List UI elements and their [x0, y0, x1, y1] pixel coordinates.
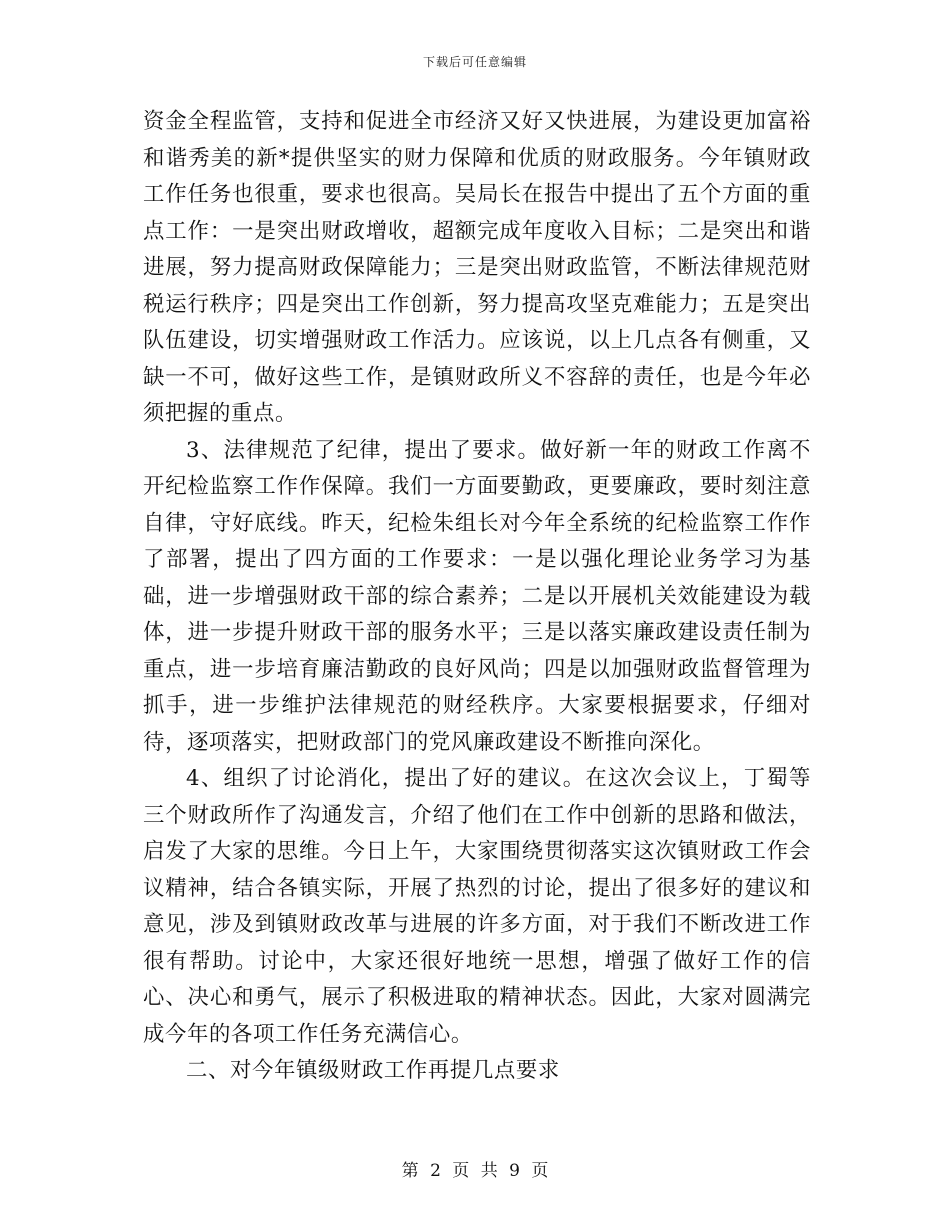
- page-header: 下载后可任意编辑: [422, 55, 527, 69]
- footer-total-unit: 页: [531, 1161, 549, 1181]
- current-page-number: 2: [430, 1161, 441, 1181]
- document-body: [143, 104, 811, 1090]
- paragraph-item-3: 3、法律规范了纪律，提出了要求。做好新一年的财政工作离不开纪检监察工作作保障。我们一方面要勤政，更要廉政，要时刻注意自律，守好底线。昨天，纪检朱组长对今年全系统的纪检监察工作作了部署，提出了四方面的工作要求：一是以强化理论业务学习为基础，进一步增强财政干部的综合素养；二是以开展机关效能建设为载体，进一步提升财政干部的服务水平；三是以落实廉政建设责任制为重点，进一步培育廉洁勤政的良好风尚；四是以加强财政监督管理为抓手，进一步维护法律规范的财经秩序。大家要根据要求，仔细对待，逐项落实，把财政部门的党风廉政建设不断推向深化。: [143, 437, 811, 755]
- paragraph-continued: 资金全程监管，支持和促进全市经济又好又快进展，为建设更加富裕和谐秀美的新*提供坚实的财力保障和优质的财政服务。今年镇财政工作任务也很重，要求也很高。吴局长在报告中提出了五个方面的重点工作：一是突出财政增收，超额完成年度收入目标；二是突出和谐进展，努力提高财政保障能力；三是突出财政监管，不断法律规范财税运行秩序；四是突出工作创新，努力提高攻坚克难能力；五是突出队伍建设，切实增强财政工作活力。应该说，以上几点各有侧重，又缺一不可，做好这些工作，是镇财政所义不容辞的责任，也是今年必须把握的重点。: [143, 109, 811, 426]
- total-pages-number: 9: [509, 1161, 520, 1181]
- footer-page-unit: 页: [452, 1161, 470, 1181]
- footer-prefix: 第: [401, 1161, 419, 1181]
- section-heading: 二、对今年镇级财政工作再提几点要求: [186, 1058, 560, 1083]
- page-number-footer: [0, 1156, 950, 1181]
- paragraph-item-4: 4、组织了讨论消化，提出了好的建议。在这次会议上，丁蜀等三个财政所作了沟通发言，介绍了他们在工作中创新的思路和做法，启发了大家的思维。今日上午，大家围绕贯彻落实这次镇财政工作会议精神，结合各镇实际，开展了热烈的讨论，提出了很多好的建议和意见，涉及到镇财政改革与进展的许多方面，对于我们不断改进工作很有帮助。讨论中，大家还很好地统一思想，增强了做好工作的信心、决心和勇气，展示了积极进取的精神状态。因此，大家对圆满完成今年的各项工作任务充满信心。: [143, 766, 811, 1047]
- footer-total-prefix: 共: [480, 1161, 498, 1181]
